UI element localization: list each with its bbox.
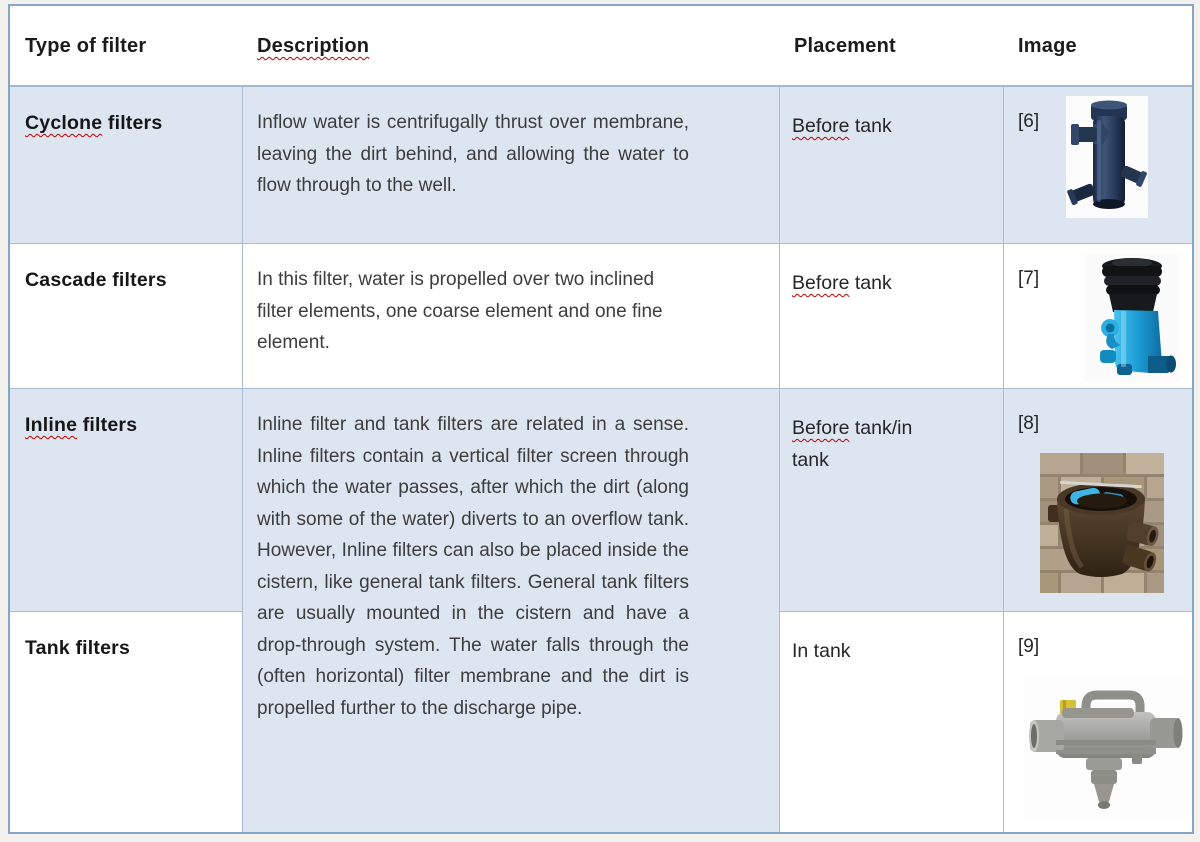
- placement-text: Before tank/in tank: [792, 417, 913, 471]
- cell-type-cascade: [10, 243, 242, 388]
- header-type-of-filter: [10, 6, 242, 85]
- placement-text: Before tank: [792, 272, 892, 294]
- header-description: [242, 6, 779, 85]
- citation-ref-6: [6]: [1018, 111, 1040, 132]
- misspelled-word: Before: [792, 272, 850, 294]
- misspelled-word: Before: [792, 417, 850, 439]
- inline-filter-image: [1040, 453, 1164, 593]
- cell-image-cascade: [1003, 243, 1192, 388]
- cascade-filter-image: [1084, 254, 1180, 382]
- type-label: filters: [102, 112, 163, 134]
- citation-ref-8: [8]: [1018, 413, 1040, 434]
- cell-description-inline-and-tank: Inline filter and tank filters are related in a sense. Inline filters contain a vertical filter screen through which the water passes, after which the dirt (along with some of the water) diverts to an overflow tank. However, Inline filters can also be placed inside the cistern, like general tank filters. General tank filters are usually mounted in the cistern and have a drop-through system. The water falls through the (often horizontal) filter membrane and the dirt is propelled further to the discharge pipe.: [242, 388, 779, 832]
- cell-image-inline: [1003, 388, 1192, 611]
- cyclone-filter-image: [1066, 96, 1148, 218]
- citation-ref-7: [7]: [1018, 268, 1040, 289]
- type-label: Cascade filters: [25, 269, 167, 291]
- cell-type-inline: [10, 388, 242, 611]
- type-label: filters: [77, 414, 138, 436]
- header-type-label: Type of filter: [25, 35, 147, 57]
- tank-filter-image: [1024, 676, 1186, 820]
- filter-types-table: [8, 4, 1194, 834]
- cell-placement-inline: [779, 388, 1003, 611]
- header-image-label: Image: [1018, 35, 1077, 57]
- header-image: [1003, 6, 1192, 85]
- misspelled-word: Cyclone: [25, 112, 103, 134]
- header-placement: [779, 6, 1003, 85]
- cell-placement-cascade: [779, 243, 1003, 388]
- misspelled-word: Before: [792, 115, 850, 137]
- header-placement-label: Placement: [794, 35, 896, 57]
- cell-placement-tank: [779, 611, 1003, 832]
- cell-placement-cyclone: [779, 85, 1003, 243]
- cell-image-cyclone: [1003, 85, 1192, 243]
- misspelled-word: Description: [257, 35, 370, 57]
- placement-text: In tank: [792, 640, 851, 662]
- cell-image-tank: [1003, 611, 1192, 832]
- cell-type-cyclone: [10, 85, 242, 243]
- citation-ref-9: [9]: [1018, 636, 1040, 657]
- cell-type-tank: [10, 611, 242, 832]
- placement-text: Before tank: [792, 115, 892, 137]
- misspelled-word: Inline: [25, 414, 78, 436]
- cell-description-cascade: In this filter, water is propelled over two inclined filter elements, one coarse element and one fine element.: [242, 243, 779, 388]
- cell-description-cyclone: Inflow water is centrifugally thrust over membrane, leaving the dirt behind, and allowing the water to flow through to the well.: [242, 85, 779, 243]
- type-label: Tank filters: [25, 637, 130, 659]
